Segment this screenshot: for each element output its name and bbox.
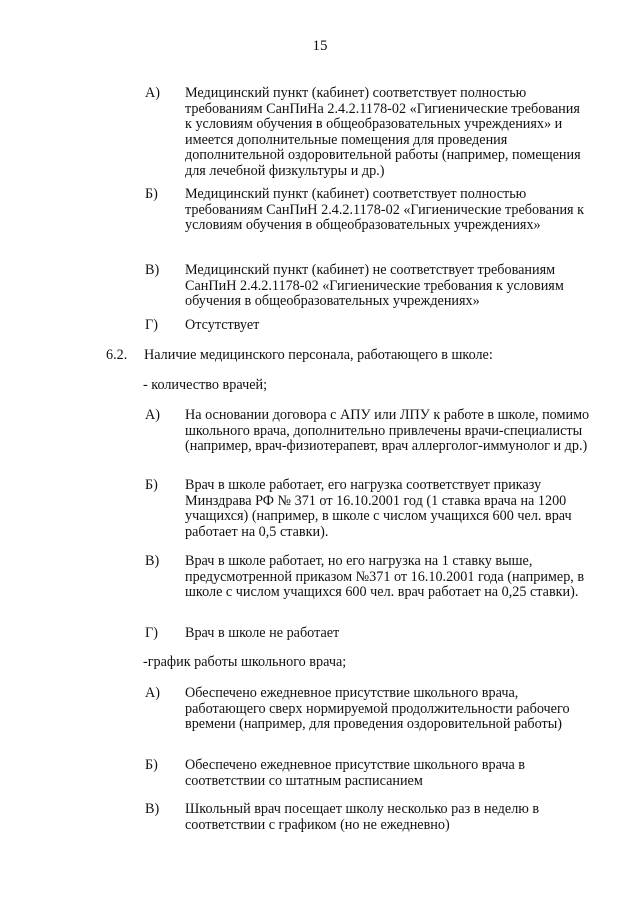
option-letter: А) xyxy=(145,407,160,423)
option-text: Медицинский пункт (кабинет) не соответствует требованиям СанПиН 2.4.2.1178-02 «Гигиенические требования к условиям обучения в общеобразовательных учреждениях» xyxy=(185,262,564,310)
option-letter: Г) xyxy=(145,625,158,641)
option-letter: В) xyxy=(145,801,160,817)
option-letter: В) xyxy=(145,553,160,569)
option-medpunkt-v xyxy=(145,263,590,310)
option-medpunkt-b xyxy=(145,187,590,234)
option-medpunkt-g xyxy=(145,318,590,334)
option-letter: А) xyxy=(145,685,160,701)
section-title: Наличие медицинского персонала, работающего в школе: xyxy=(144,347,493,363)
option-schedule-a xyxy=(145,686,590,733)
option-text: Отсутствует xyxy=(185,317,260,333)
option-letter: Б) xyxy=(145,186,158,202)
option-letter: Б) xyxy=(145,477,158,493)
option-text: Обеспечено ежедневное присутствие школьного врача в соответствии со штатным расписанием xyxy=(185,757,525,789)
option-doctors-g xyxy=(145,626,590,642)
option-medpunkt-a xyxy=(145,86,590,180)
option-doctors-v xyxy=(145,554,590,601)
section-heading xyxy=(106,348,493,364)
option-text: Врач в школе не работает xyxy=(185,625,340,641)
option-schedule-v xyxy=(145,802,590,833)
option-letter: В) xyxy=(145,262,160,278)
option-text: Врач в школе работает, но его нагрузка на 1 ставку выше, предусмотренной приказом №371 от 16.10.2001 года (например, в школе с числом учащихся 600 чел. врач работает на 0,25 ставки). xyxy=(185,553,585,601)
subsection-label-doctors-count: - количество врачей; xyxy=(143,377,268,393)
subsection-label-doctor-schedule: -график работы школьного врача; xyxy=(143,654,347,670)
option-schedule-b xyxy=(145,758,590,789)
section-number: 6.2. xyxy=(106,347,128,363)
option-doctors-a xyxy=(145,408,590,455)
page-number: 15 xyxy=(312,38,328,54)
option-letter: Б) xyxy=(145,757,158,773)
option-doctors-b xyxy=(145,478,590,540)
option-text: Врач в школе работает, его нагрузка соответствует приказу Минздрава РФ № 371 от 16.10.2001 год (1 ставка врача на 1200 учащихся) (например, в школе с числом учащихся 600 чел. врач работает на 0,5 ставки). xyxy=(185,477,572,540)
option-letter: Г) xyxy=(145,317,158,333)
option-letter: А) xyxy=(145,85,160,101)
option-text: Школьный врач посещает школу несколько раз в неделю в соответствии с графиком (но не ежедневно) xyxy=(185,801,540,833)
option-text: На основании договора с АПУ или ЛПУ к работе в школе, помимо школьного врача, дополнительно привлечены врачи-специалисты (например, врач-физиотерапевт, врач аллерголог-иммунолог и др.) xyxy=(185,407,590,455)
option-text: Медицинский пункт (кабинет) соответствует полностью требованиям СанПиН 2.4.2.1178-02 «Гигиенические требования к условиям обучения в общеобразовательных учреждениях» xyxy=(185,186,585,234)
option-text: Обеспечено ежедневное присутствие школьного врача, работающего сверх нормируемой продолжительности рабочего времени (например, для проведения оздоровительной работы) xyxy=(185,685,570,733)
option-text: Медицинский пункт (кабинет) соответствует полностью требованиям СанПиНа 2.4.2.1178-02 «Гигиенические требования к условиям обучения в общеобразовательных учреждениях» и имеется дополнительные помещения для проведения дополнительной оздоровительной работы (например, помещения для лечебной физкультуры и др.) xyxy=(185,85,581,179)
